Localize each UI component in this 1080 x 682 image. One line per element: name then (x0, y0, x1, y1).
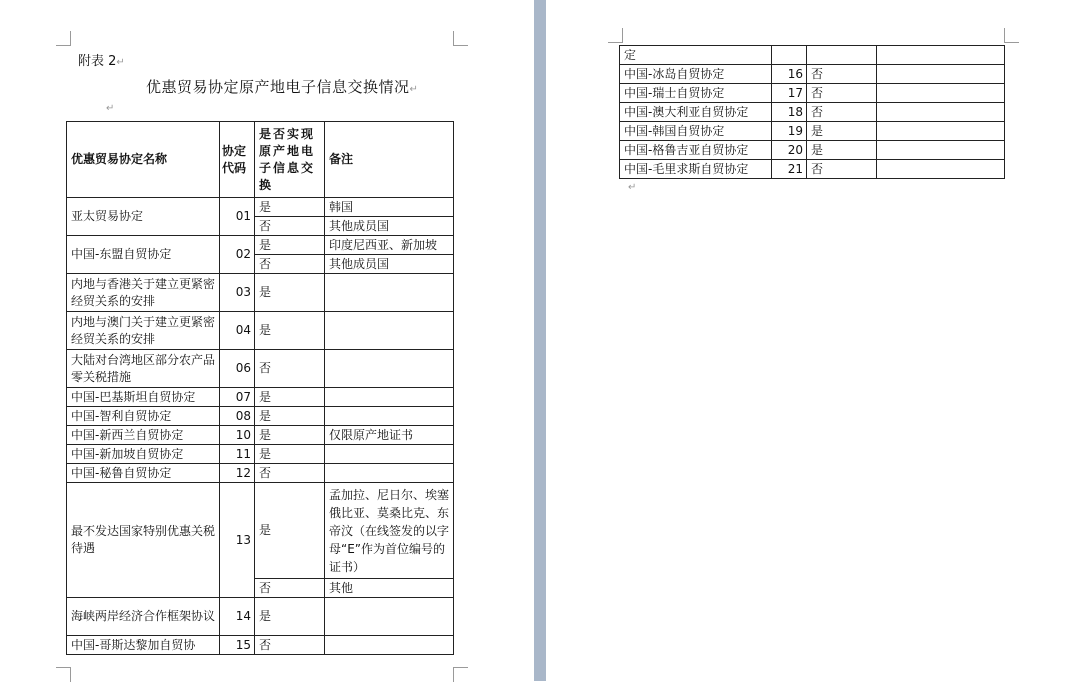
table-row (620, 65, 1005, 84)
exchange-value: 是 (255, 426, 325, 445)
remark-value (877, 46, 1005, 65)
table-row (620, 160, 1005, 179)
crop-mark (56, 31, 71, 46)
remark-value (325, 636, 454, 655)
exchange-value: 是 (255, 274, 325, 312)
remark-value: 其他成员国 (325, 255, 454, 274)
exchange-value: 是 (255, 198, 325, 217)
remark-value (877, 103, 1005, 122)
agreement-name: 内地与香港关于建立更紧密经贸关系的安排 (67, 274, 220, 312)
agreement-code: 07 (220, 388, 255, 407)
exchange-value: 是 (807, 122, 877, 141)
agreement-name: 中国-智利自贸协定 (67, 407, 220, 426)
remark-value (325, 350, 454, 388)
table-row (67, 483, 454, 579)
remark-value (325, 312, 454, 350)
agreement-name: 中国-哥斯达黎加自贸协 (67, 636, 220, 655)
page-title (146, 76, 418, 97)
exchange-value: 否 (255, 217, 325, 236)
agreement-name: 内地与澳门关于建立更紧密经贸关系的安排 (67, 312, 220, 350)
agreement-code: 03 (220, 274, 255, 312)
exchange-value: 否 (255, 350, 325, 388)
header-remark: 备注 (325, 122, 454, 198)
remark-value: 其他成员国 (325, 217, 454, 236)
exchange-value: 是 (255, 483, 325, 579)
remark-value (877, 160, 1005, 179)
agreement-name: 中国-格鲁吉亚自贸协定 (620, 141, 772, 160)
agreement-code: 16 (772, 65, 807, 84)
exchange-value (807, 46, 877, 65)
paragraph-mark: ↵ (116, 57, 125, 68)
page-gap (534, 0, 546, 681)
remark-value: 孟加拉、尼日尔、埃塞俄比亚、莫桑比克、东帝汶（在线签发的以字母“E”作为首位编号的证书） (325, 483, 454, 579)
agreement-code: 19 (772, 122, 807, 141)
exchange-value: 是 (255, 445, 325, 464)
exchange-value: 是 (255, 388, 325, 407)
remark-value (325, 274, 454, 312)
agreement-name: 中国-巴基斯坦自贸协定 (67, 388, 220, 407)
remark-value (325, 407, 454, 426)
table-row (620, 103, 1005, 122)
agreement-name: 中国-秘鲁自贸协定 (67, 464, 220, 483)
agreement-table (66, 121, 454, 655)
exchange-value: 是 (255, 407, 325, 426)
crop-mark (56, 667, 71, 682)
agreement-name: 定 (620, 46, 772, 65)
crop-mark (453, 667, 468, 682)
agreement-code: 15 (220, 636, 255, 655)
crop-mark (1004, 28, 1019, 43)
agreement-name: 中国-瑞士自贸协定 (620, 84, 772, 103)
remark-value: 其他 (325, 579, 454, 598)
exchange-value: 否 (807, 65, 877, 84)
agreement-code: 04 (220, 312, 255, 350)
remark-value: 韩国 (325, 198, 454, 217)
exchange-value: 否 (807, 160, 877, 179)
remark-value: 印度尼西亚、新加坡 (325, 236, 454, 255)
agreement-code: 01 (220, 198, 255, 236)
agreement-code: 21 (772, 160, 807, 179)
agreement-name: 中国-冰岛自贸协定 (620, 65, 772, 84)
agreement-name: 中国-毛里求斯自贸协定 (620, 160, 772, 179)
header-exchange: 是否实现原产地电子信息交换 (255, 122, 325, 198)
remark-value: 仅限原产地证书 (325, 426, 454, 445)
table-row (67, 350, 454, 388)
agreement-code: 18 (772, 103, 807, 122)
agreement-code: 12 (220, 464, 255, 483)
table-row (620, 46, 1005, 65)
remark-value (325, 598, 454, 636)
table-row (67, 445, 454, 464)
exchange-value: 是 (255, 598, 325, 636)
agreement-name: 中国-韩国自贸协定 (620, 122, 772, 141)
document-page-1[interactable] (0, 0, 534, 681)
paragraph-mark: ↵ (409, 84, 419, 95)
exchange-value: 否 (255, 464, 325, 483)
agreement-code: 08 (220, 407, 255, 426)
table-row (67, 236, 454, 255)
agreement-name: 中国-澳大利亚自贸协定 (620, 103, 772, 122)
remark-value (877, 84, 1005, 103)
table-header-row (67, 122, 454, 198)
agreement-name: 中国-新西兰自贸协定 (67, 426, 220, 445)
agreement-name: 最不发达国家特别优惠关税待遇 (67, 483, 220, 598)
remark-value (877, 65, 1005, 84)
table-row (620, 84, 1005, 103)
table-row (67, 636, 454, 655)
agreement-code: 06 (220, 350, 255, 388)
exchange-value: 是 (255, 236, 325, 255)
table-row (67, 598, 454, 636)
exchange-value: 否 (255, 255, 325, 274)
agreement-code: 10 (220, 426, 255, 445)
agreement-name: 亚太贸易协定 (67, 198, 220, 236)
exchange-value: 否 (807, 103, 877, 122)
exchange-value: 否 (255, 636, 325, 655)
annex-label-text: 附表 2 (78, 54, 117, 69)
table-row (67, 388, 454, 407)
table-row (620, 141, 1005, 160)
agreement-code: 11 (220, 445, 255, 464)
remark-value (877, 122, 1005, 141)
agreement-name: 中国-新加坡自贸协定 (67, 445, 220, 464)
agreement-name: 大陆对台湾地区部分农产品零关税措施 (67, 350, 220, 388)
paragraph-mark: ↵ (628, 182, 637, 193)
agreement-code: 14 (220, 598, 255, 636)
agreement-code: 13 (220, 483, 255, 598)
table-row (67, 407, 454, 426)
table-row (67, 274, 454, 312)
table-row (620, 122, 1005, 141)
agreement-code: 20 (772, 141, 807, 160)
remark-value (325, 464, 454, 483)
agreement-name: 海峡两岸经济合作框架协议 (67, 598, 220, 636)
table-row (67, 464, 454, 483)
exchange-value: 否 (807, 84, 877, 103)
exchange-value: 是 (807, 141, 877, 160)
title-text: 优惠贸易协定原产地电子信息交换情况 (146, 78, 410, 96)
crop-mark (608, 28, 623, 43)
paragraph-mark: ↵ (106, 103, 115, 114)
header-code: 协定代码 (220, 122, 255, 198)
crop-mark (453, 31, 468, 46)
annex-label (78, 50, 125, 69)
remark-value (325, 388, 454, 407)
agreement-name: 中国-东盟自贸协定 (67, 236, 220, 274)
header-name: 优惠贸易协定名称 (67, 122, 220, 198)
remark-value (877, 141, 1005, 160)
table-row (67, 312, 454, 350)
table-row (67, 198, 454, 217)
agreement-code: 02 (220, 236, 255, 274)
agreement-code (772, 46, 807, 65)
remark-value (325, 445, 454, 464)
table-row (67, 426, 454, 445)
agreement-table-continued (619, 45, 1005, 179)
exchange-value: 是 (255, 312, 325, 350)
exchange-value: 否 (255, 579, 325, 598)
agreement-code: 17 (772, 84, 807, 103)
